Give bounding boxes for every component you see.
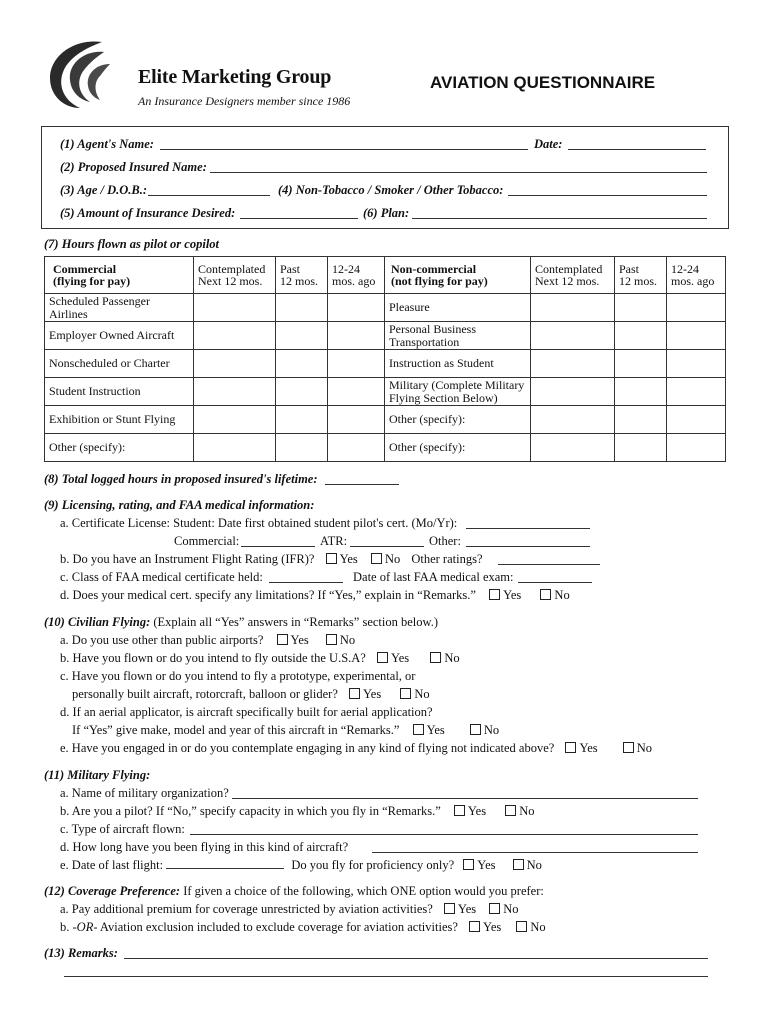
table-row [45,378,726,406]
hours-cell[interactable] [328,406,385,434]
q11b-yes-checkbox[interactable] [454,805,465,816]
ifr-no-checkbox[interactable] [371,553,382,564]
civilian-heading: (10) Civilian Flying: (Explain all “Yes” answers in “Remarks” section below.) [44,615,439,629]
no-label: No [519,804,535,818]
q10e-row [60,741,652,756]
q10e-no-checkbox[interactable] [623,742,634,753]
q10d2-text: If “Yes” give make, model and year of this aircraft in “Remarks.” [72,723,400,737]
q9b-text: b. Do you have an Instrument Flight Rating (IFR)? [60,552,315,566]
date-field[interactable] [568,149,706,150]
q10d-row [72,723,499,738]
commercial-label: Commercial: [174,534,240,548]
q11b-no-checkbox[interactable] [505,805,516,816]
no-label: No [414,687,430,701]
hours-cell[interactable] [194,406,276,434]
no-label: No [636,741,653,755]
hours-cell[interactable] [194,378,276,406]
row-label: Instruction as Student [385,350,531,378]
yes-label: Yes [477,858,496,872]
q9c-text: c. Class of FAA medical certificate held: [60,570,263,584]
hours-cell[interactable] [276,406,328,434]
company-logo-icon [44,38,136,112]
or-text: -OR- [72,920,98,934]
amount-label: (5) Amount of Insurance Desired: [60,206,236,220]
yes-label: Yes [467,804,487,818]
medical-class-field[interactable] [269,582,343,583]
row-label: Student Instruction [45,378,194,406]
q10a-yes-checkbox[interactable] [277,634,288,645]
q12a-row [60,902,519,917]
yes-label: Yes [290,633,309,647]
row-label: Military (Complete Military Flying Section Below) [385,378,531,406]
q10e-text: e. Have you engaged in or do you contemplate engaging in any kind of flying not indicated above? [60,741,555,755]
atr-label: ATR: [320,534,348,548]
table-row [45,434,726,462]
hours-cell[interactable] [194,434,276,462]
limitations-no-checkbox[interactable] [540,589,551,600]
q10d-yes-checkbox[interactable] [413,724,424,735]
hours-cell[interactable] [615,350,667,378]
coverage-heading: (12) Coverage Preference: If given a choice of the following, which ONE option would you prefer: [44,884,544,898]
hours-cell[interactable] [615,322,667,350]
yes-label: Yes [426,723,445,737]
hours-cell[interactable] [615,378,667,406]
row-label: Other (specify): [45,434,194,462]
no-label: No [526,858,542,872]
other-label: Other: [429,534,461,548]
yes-label: Yes [363,687,382,701]
col-ago: 12-24 mos. ago [667,257,726,294]
atr-field[interactable] [350,546,424,547]
row-label: Employer Owned Aircraft [45,322,194,350]
hours-cell[interactable] [276,378,328,406]
hours-cell[interactable] [328,434,385,462]
hours-cell[interactable] [276,434,328,462]
hours-cell[interactable] [194,350,276,378]
no-label: No [530,920,546,934]
q11d-text: d. How long have you been flying in this kind of aircraft? [60,840,349,854]
hours-cell[interactable] [328,322,385,350]
hours-cell[interactable] [667,322,726,350]
q12b-yes-checkbox[interactable] [469,921,480,932]
q11e-row [60,858,542,873]
no-label: No [503,902,519,916]
hours-cell[interactable] [531,350,615,378]
col-ago: 12-24 mos. ago [328,257,385,294]
tobacco-label: (4) Non-Tobacco / Smoker / Other Tobacco: [278,183,504,197]
aircraft-type-field[interactable] [190,834,698,835]
table-row [45,294,726,322]
proposed-insured-field[interactable] [210,172,707,173]
q10b-no-checkbox[interactable] [430,652,441,663]
medical-date-field[interactable] [518,582,592,583]
age-dob-label: (3) Age / D.O.B.: [60,183,148,197]
yes-label: Yes [483,920,502,934]
q10e-yes-checkbox[interactable] [565,742,576,753]
hours-cell[interactable] [276,350,328,378]
col-past: Past 12 mos. [276,257,328,294]
q12b-text: Aviation exclusion included to exclude coverage for aviation activities? [97,920,458,934]
q10d-no-checkbox[interactable] [470,724,481,735]
student-cert-field[interactable] [466,528,590,529]
limitations-yes-checkbox[interactable] [489,589,500,600]
q12a-yes-checkbox[interactable] [444,903,455,914]
other-ratings-label: Other ratings? [411,552,483,566]
row-label: Personal Business Transportation [385,322,531,350]
hours-cell[interactable] [194,294,276,322]
plan-field[interactable] [412,218,707,219]
military-heading: (11) Military Flying: [44,768,151,782]
age-dob-field[interactable] [148,195,270,196]
hours-cell[interactable] [615,434,667,462]
commercial-header: Commercial (flying for pay) [45,257,194,294]
q12a-no-checkbox[interactable] [489,903,500,914]
date-label: Date: [534,137,563,151]
licensing-heading: (9) Licensing, rating, and FAA medical information: [44,498,315,512]
q9a-text: a. Certificate License: Student: Date first obtained student pilot's cert. (Mo/Yr): [60,516,458,530]
yes-label: Yes [390,651,410,665]
hours-cell[interactable] [531,322,615,350]
agent-name-field[interactable] [160,149,528,150]
remarks-label: (13) Remarks: [44,946,118,960]
hours-cell[interactable] [667,378,726,406]
q10a-row [60,633,355,648]
q12b-prefix: b. [60,920,73,934]
company-name: Elite Marketing Group [138,66,332,88]
tobacco-field[interactable] [508,195,707,196]
no-label: No [339,633,356,647]
q10d-text: d. If an aerial applicator, is aircraft specifically built for aerial application? [60,705,433,719]
no-label: No [444,651,460,665]
q10b-row [60,651,460,666]
document-title: AVIATION QUESTIONNAIRE [430,73,656,92]
other-cert-field[interactable] [466,546,590,547]
q11a-text: a. Name of military organization? [60,786,229,800]
hours-cell[interactable] [667,350,726,378]
yes-label: Yes [457,902,477,916]
plan-label: (6) Plan: [363,206,410,220]
q12a-text: a. Pay additional premium for coverage unrestricted by aviation activities? [60,902,433,916]
hours-cell[interactable] [276,294,328,322]
q12b-no-checkbox[interactable] [516,921,527,932]
q10c-no-checkbox[interactable] [400,688,411,699]
table-row [45,322,726,350]
row-label: Other (specify): [385,406,531,434]
agent-name-label: (1) Agent's Name: [60,137,154,151]
q10c-yes-checkbox[interactable] [349,688,360,699]
remarks-field-line-1[interactable] [124,958,708,959]
table-row [45,350,726,378]
proposed-insured-label: (2) Proposed Insured Name: [60,160,207,174]
hours-cell[interactable] [328,350,385,378]
table-header-row [45,257,726,294]
hours-cell[interactable] [328,294,385,322]
noncommercial-header: Non-commercial (not flying for pay) [385,257,531,294]
no-label: No [554,588,570,602]
no-label: No [384,552,401,566]
q9d-text: d. Does your medical cert. specify any limitations? If “Yes,” explain in “Remarks.” [60,588,476,602]
company-tagline: An Insurance Designers member since 1986 [138,94,351,108]
remarks-field-line-2[interactable] [64,976,708,977]
q10c-text: c. Have you flown or do you intend to fly a prototype, experimental, or [60,669,416,683]
q10b-yes-checkbox[interactable] [377,652,388,663]
hours-cell[interactable] [531,434,615,462]
row-label: Scheduled Passenger Airlines [45,294,194,322]
hours-cell[interactable] [328,378,385,406]
hours-cell[interactable] [667,434,726,462]
hours-cell[interactable] [531,294,615,322]
hours-cell[interactable] [531,378,615,406]
row-label: Pleasure [385,294,531,322]
hours-cell[interactable] [615,294,667,322]
q10b-text: b. Have you flown or do you intend to fly outside the U.S.A? [60,651,366,665]
row-label: Nonscheduled or Charter [45,350,194,378]
hours-cell[interactable] [194,322,276,350]
q11b-text: b. Are you a pilot? If “No,” specify capacity in which you fly in “Remarks.” [60,804,441,818]
total-hours-label: (8) Total logged hours in proposed insured's lifetime: [44,472,318,486]
q10c-row [72,687,430,702]
flying-duration-field[interactable] [372,852,698,853]
q11e-text: e. Date of last flight: [60,858,164,872]
proficiency-yes-checkbox[interactable] [463,859,474,870]
yes-label: Yes [579,741,598,755]
hours-cell[interactable] [531,406,615,434]
yes-label: Yes [503,588,522,602]
row-label: Exhibition or Stunt Flying [45,406,194,434]
hours-cell[interactable] [276,322,328,350]
hours-cell[interactable] [615,406,667,434]
col-contemplated: Contemplated Next 12 mos. [531,257,615,294]
medical-date-label: Date of last FAA medical exam: [353,570,514,584]
ifr-yes-checkbox[interactable] [326,553,337,564]
row-label: Other (specify): [385,434,531,462]
q10a-no-checkbox[interactable] [326,634,337,645]
table-row [45,406,726,434]
other-ratings-field[interactable] [498,564,600,565]
hours-table [44,256,726,462]
yes-label: Yes [339,552,358,566]
total-hours-field[interactable] [325,484,399,485]
q9d-row [60,588,570,603]
q10a-text: a. Do you use other than public airports? [60,633,264,647]
col-past: Past 12 mos. [615,257,667,294]
hours-cell[interactable] [667,406,726,434]
proficiency-text: Do you fly for proficiency only? [291,858,455,872]
q11c-text: c. Type of aircraft flown: [60,822,185,836]
q11b-row [60,804,535,819]
q10c2-text: personally built aircraft, rotorcraft, balloon or glider? [72,687,338,701]
proficiency-no-checkbox[interactable] [513,859,524,870]
hours-heading: (7) Hours flown as pilot or copilot [44,237,220,251]
q12b-row [60,920,546,935]
military-org-field[interactable] [232,798,698,799]
last-flight-field[interactable] [166,858,284,869]
col-contemplated: Contemplated Next 12 mos. [194,257,276,294]
hours-cell[interactable] [667,294,726,322]
amount-field[interactable] [240,218,358,219]
q9b-row [60,552,483,567]
no-label: No [483,723,500,737]
commercial-field[interactable] [241,546,315,547]
